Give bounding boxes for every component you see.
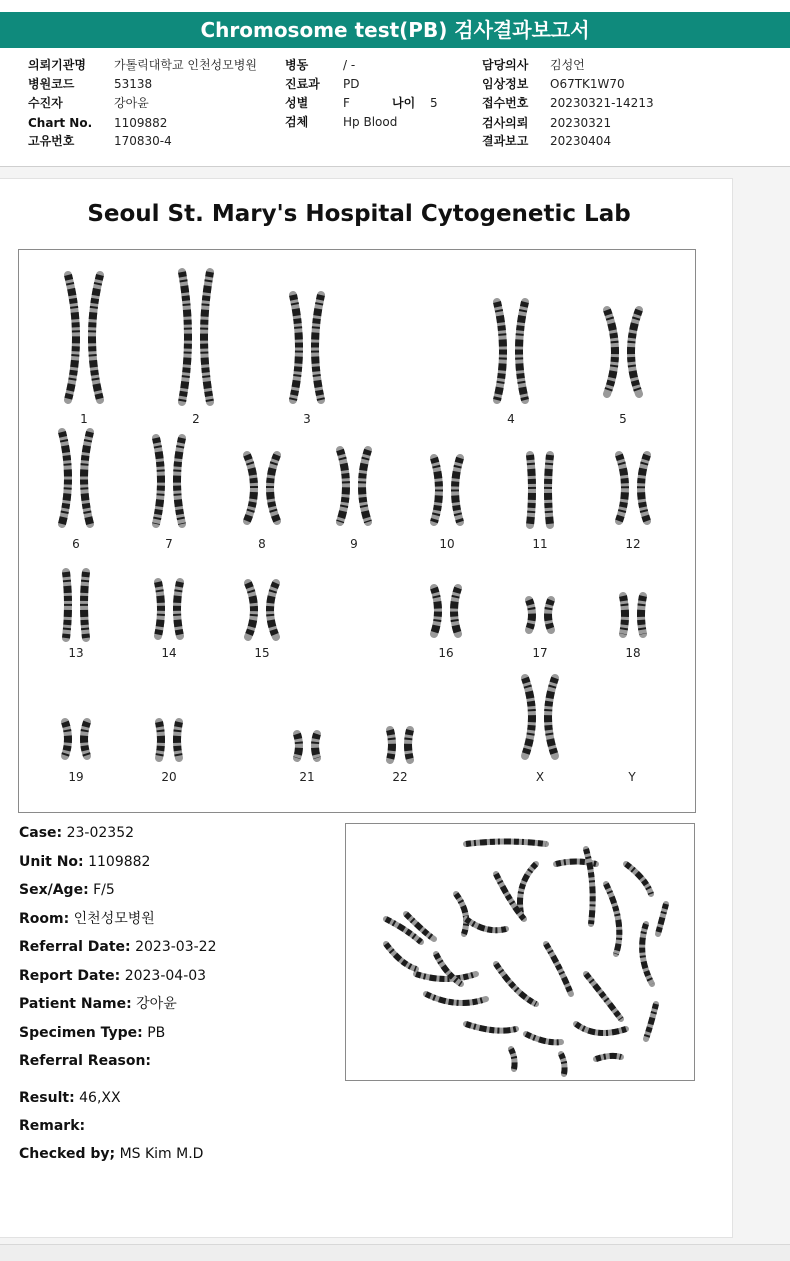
spread-chromosome-10 [606, 884, 619, 954]
chr-13-a-bands [66, 572, 68, 638]
chromosome-label-10: 10 [439, 537, 455, 551]
chromosome-label-12: 12 [625, 537, 641, 551]
chr-3-a-bands [293, 295, 299, 400]
meta-row-institution: 의뢰기관명 가톨릭대학교 인천성모병원 [28, 58, 257, 72]
chromosome-label-5: 5 [619, 412, 627, 426]
chromosome-label-17: 17 [532, 646, 548, 660]
chromosome-label-22: 22 [392, 770, 408, 784]
spread-chromosome-20 [466, 919, 506, 930]
report-sheet [0, 178, 733, 1238]
chromosome-label-7: 7 [165, 537, 173, 551]
spread-chromosome-5 [520, 864, 536, 914]
chromosome-label-16: 16 [438, 646, 454, 660]
karyogram-panel [18, 249, 696, 813]
chr-22-b-bands [408, 730, 410, 760]
chromosome-label-21: 21 [299, 770, 315, 784]
chromosome-label-6: 6 [72, 537, 80, 551]
meta-row-ward: 병동 / - [285, 58, 356, 72]
field-specimen-type: Specimen Type: PB [19, 1025, 166, 1041]
field-report-date: Report Date: 2023-04-03 [19, 968, 207, 984]
meta-row-age: 나이 5 [392, 96, 438, 110]
field-referral-reason: Referral Reason: [19, 1053, 152, 1069]
chromosome-label-8: 8 [258, 537, 266, 551]
chromosome-label-11: 11 [532, 537, 548, 551]
field-case: Case: 23-02352 [19, 825, 135, 841]
meta-row-request-date: 검사의뢰 20230321 [482, 116, 612, 130]
meta-row-specimen: 검체 Hp Blood [285, 115, 398, 129]
field-result: Result: 46,XX [19, 1090, 121, 1106]
lab-title: Seoul St. Mary's Hospital Cytogenetic Lab [87, 201, 631, 227]
meta-row-physician: 담당의사 김성언 [482, 58, 585, 72]
patient-meta-panel [0, 48, 790, 167]
field-checked-by: Checked by; MS Kim M.D [19, 1146, 204, 1162]
chr-3-b-bands [315, 295, 321, 400]
metaphase-spread-graphic [346, 824, 694, 1080]
report-title-banner: Chromosome test(PB) 검사결과보고서 [0, 12, 790, 48]
field-sex-age: Sex/Age: F/5 [19, 882, 115, 898]
meta-row-unique-no: 고유번호 170830-4 [28, 134, 172, 148]
field-referral-date: Referral Date: 2023-03-22 [19, 939, 217, 955]
chromosome-label-15: 15 [254, 646, 270, 660]
chromosome-label-1: 1 [80, 412, 88, 426]
chromosome-label-9: 9 [350, 537, 358, 551]
chr-22-a-bands [390, 730, 392, 760]
meta-row-patient: 수진자 강아윤 [28, 96, 149, 110]
karyogram-graphic [19, 250, 695, 812]
chr-2-b-bands [204, 272, 210, 402]
field-room: Room: 인천성모병원 [19, 911, 155, 927]
spread-chromosome-16-bands [586, 974, 621, 1019]
meta-row-sex: 성별 F [285, 96, 350, 110]
chromosome-label-y: Y [628, 770, 636, 784]
chromosome-label-2: 2 [192, 412, 200, 426]
chromosome-label-4: 4 [507, 412, 515, 426]
chr-13-b-bands [84, 572, 86, 638]
chr-17-b-bands [548, 600, 551, 630]
window-bottom-strip [0, 1244, 790, 1261]
chromosome-label-18: 18 [625, 646, 641, 660]
chromosome-label-3: 3 [303, 412, 311, 426]
field-remark: Remark: [19, 1118, 86, 1134]
chromosome-label-14: 14 [161, 646, 177, 660]
meta-row-receipt-no: 접수번호 20230321-14213 [482, 96, 654, 110]
chromosome-label-13: 13 [68, 646, 84, 660]
metaphase-spread-image [345, 823, 695, 1081]
meta-row-result-date: 결과보고 20230404 [482, 134, 612, 148]
meta-row-department: 진료과 PD [285, 77, 360, 91]
chromosome-label-20: 20 [161, 770, 177, 784]
meta-row-hospital-code: 병원코드 53138 [28, 77, 153, 91]
field-unit-no: Unit No: 1109882 [19, 854, 151, 870]
chr-11-b [548, 455, 550, 525]
chr-2-a-bands [182, 272, 188, 402]
chr-17-a-bands [529, 600, 532, 630]
field-patient-name: Patient Name: 강아윤 [19, 996, 177, 1012]
meta-row-clinical-info: 임상정보 O67TK1W70 [482, 77, 625, 91]
chr-11-a [530, 455, 532, 525]
chromosome-label-19: 19 [68, 770, 84, 784]
chromosome-label-x: X [535, 770, 545, 784]
meta-row-chart-no: Chart No. 1109882 [28, 116, 168, 130]
spread-chromosome-14-bands [496, 964, 536, 1004]
spread-chromosome-3 [456, 894, 466, 934]
